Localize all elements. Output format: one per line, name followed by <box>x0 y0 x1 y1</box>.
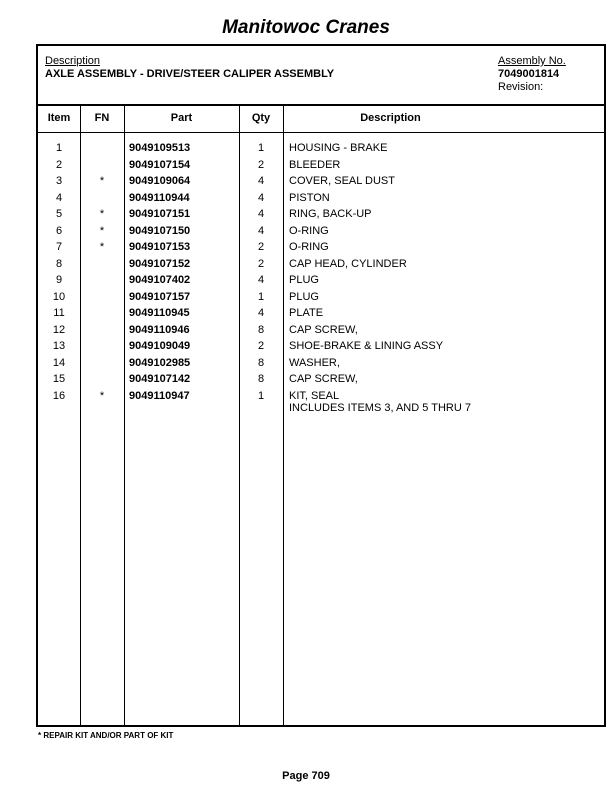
quantity: 1 <box>257 290 265 303</box>
part-number: 9049110947 <box>129 389 190 402</box>
description-line: CAP HEAD, CYLINDER <box>289 257 407 270</box>
col-header-part: Part <box>170 112 193 124</box>
description-line: O-RING <box>289 224 329 237</box>
part-description <box>289 291 319 303</box>
fn-marker: * <box>99 389 105 402</box>
item-number: 9 <box>55 274 63 286</box>
part-number: 9049107151 <box>129 208 191 220</box>
table-row <box>38 340 604 357</box>
part-description <box>289 225 329 237</box>
col-header-description: Description <box>360 112 421 124</box>
column-headers <box>38 104 604 133</box>
description-line: COVER, SEAL DUST <box>289 175 395 187</box>
part-description <box>289 324 358 336</box>
description-line: PLUG <box>289 274 319 286</box>
assembly-number-label: Assembly No. <box>498 55 566 67</box>
revision-label: Revision: <box>498 81 544 93</box>
description-line: O-RING <box>289 241 329 253</box>
quantity: 2 <box>257 158 265 171</box>
part-number: 9049107142 <box>129 373 191 385</box>
table-row <box>38 175 604 192</box>
description-line: KIT, SEAL <box>289 389 340 402</box>
part-number: 9049107150 <box>129 224 191 237</box>
description-block <box>45 55 334 81</box>
table-row <box>38 389 604 414</box>
col-header-qty: Qty <box>251 112 271 124</box>
description-line: WASHER, <box>289 356 340 369</box>
item-number: 14 <box>52 356 66 369</box>
table-row <box>38 307 604 324</box>
quantity: 8 <box>257 356 265 369</box>
quantity: 1 <box>257 389 265 402</box>
description-line: CAP SCREW, <box>289 323 358 336</box>
fn-marker: * <box>99 175 105 187</box>
quantity: 4 <box>257 307 265 319</box>
part-number: 9049107157 <box>129 290 191 303</box>
part-description <box>289 142 387 154</box>
quantity: 4 <box>257 191 265 204</box>
part-description <box>289 159 340 171</box>
part-number: 9049109513 <box>129 142 191 154</box>
part-number: 9049107152 <box>129 257 191 270</box>
parts-list <box>38 142 604 414</box>
page-number: Page 709 <box>282 770 330 782</box>
description-line: PLATE <box>289 307 324 319</box>
item-number: 2 <box>55 158 63 171</box>
part-number: 9049109049 <box>129 340 191 352</box>
part-number: 9049110945 <box>129 307 190 319</box>
table-row <box>38 357 604 374</box>
part-description <box>289 373 358 385</box>
part-number: 9049109064 <box>129 175 191 187</box>
table-row <box>38 159 604 176</box>
quantity: 2 <box>257 241 265 253</box>
assembly-number-block <box>498 55 566 94</box>
quantity: 8 <box>257 323 265 336</box>
item-number: 3 <box>55 175 63 187</box>
item-number: 4 <box>55 191 63 204</box>
parts-table-frame <box>36 44 606 727</box>
description-line: SHOE-BRAKE & LINING ASSY <box>289 340 444 352</box>
description-line: HOUSING - BRAKE <box>289 142 388 154</box>
description-line: PISTON <box>289 191 330 204</box>
description-line: PLUG <box>289 290 319 303</box>
table-row <box>38 208 604 225</box>
col-header-item: Item <box>47 112 71 124</box>
item-number: 7 <box>55 241 63 253</box>
part-number: 9049102985 <box>129 356 191 369</box>
description-line: RING, BACK-UP <box>289 208 372 220</box>
table-row <box>38 274 604 291</box>
item-number: 1 <box>55 142 63 154</box>
item-number: 16 <box>52 389 66 402</box>
table-row <box>38 324 604 341</box>
item-number: 5 <box>55 208 63 220</box>
fn-marker: * <box>99 224 105 237</box>
table-row <box>38 241 604 258</box>
quantity: 4 <box>257 224 265 237</box>
assembly-header <box>38 46 604 106</box>
part-number: 9049110944 <box>129 191 190 204</box>
part-number: 9049107153 <box>129 241 191 253</box>
item-number: 12 <box>52 323 66 336</box>
part-description <box>289 208 372 220</box>
table-row <box>38 142 604 159</box>
description-line: INCLUDES ITEMS 3, AND 5 THRU 7 <box>289 401 471 414</box>
quantity: 4 <box>257 208 265 220</box>
part-description <box>289 192 330 204</box>
table-row <box>38 373 604 390</box>
item-number: 8 <box>55 257 63 270</box>
part-number: 9049110946 <box>129 323 190 336</box>
brand-title: Manitowoc Cranes <box>222 17 390 38</box>
assembly-number: 7049001814 <box>498 68 560 80</box>
part-description <box>289 175 395 187</box>
part-description <box>289 357 340 369</box>
part-number: 9049107402 <box>129 274 191 286</box>
part-description <box>289 241 329 253</box>
description-label: Description <box>45 55 101 67</box>
description-line: BLEEDER <box>289 158 341 171</box>
fn-marker: * <box>99 208 105 220</box>
fn-marker: * <box>99 241 105 253</box>
table-row <box>38 225 604 242</box>
item-number: 13 <box>52 340 66 352</box>
part-description <box>289 307 323 319</box>
item-number: 11 <box>53 307 65 319</box>
quantity: 4 <box>257 175 265 187</box>
item-number: 10 <box>52 290 66 303</box>
part-number: 9049107154 <box>129 158 191 171</box>
quantity: 2 <box>257 257 265 270</box>
col-header-fn: FN <box>94 112 110 124</box>
item-number: 6 <box>55 224 63 237</box>
table-row <box>38 192 604 209</box>
part-description <box>289 340 443 352</box>
part-description <box>289 258 407 270</box>
description-line: CAP SCREW, <box>289 373 358 385</box>
quantity: 2 <box>257 340 265 352</box>
quantity: 8 <box>257 373 265 385</box>
assembly-description: AXLE ASSEMBLY - DRIVE/STEER CALIPER ASSEMBLY <box>45 68 335 80</box>
quantity: 1 <box>257 142 265 154</box>
table-row <box>38 258 604 275</box>
part-description <box>289 274 319 286</box>
table-row <box>38 291 604 308</box>
part-description <box>289 390 471 414</box>
footnote: * REPAIR KIT AND/OR PART OF KIT <box>38 731 174 740</box>
item-number: 15 <box>52 373 66 385</box>
quantity: 4 <box>257 274 265 286</box>
